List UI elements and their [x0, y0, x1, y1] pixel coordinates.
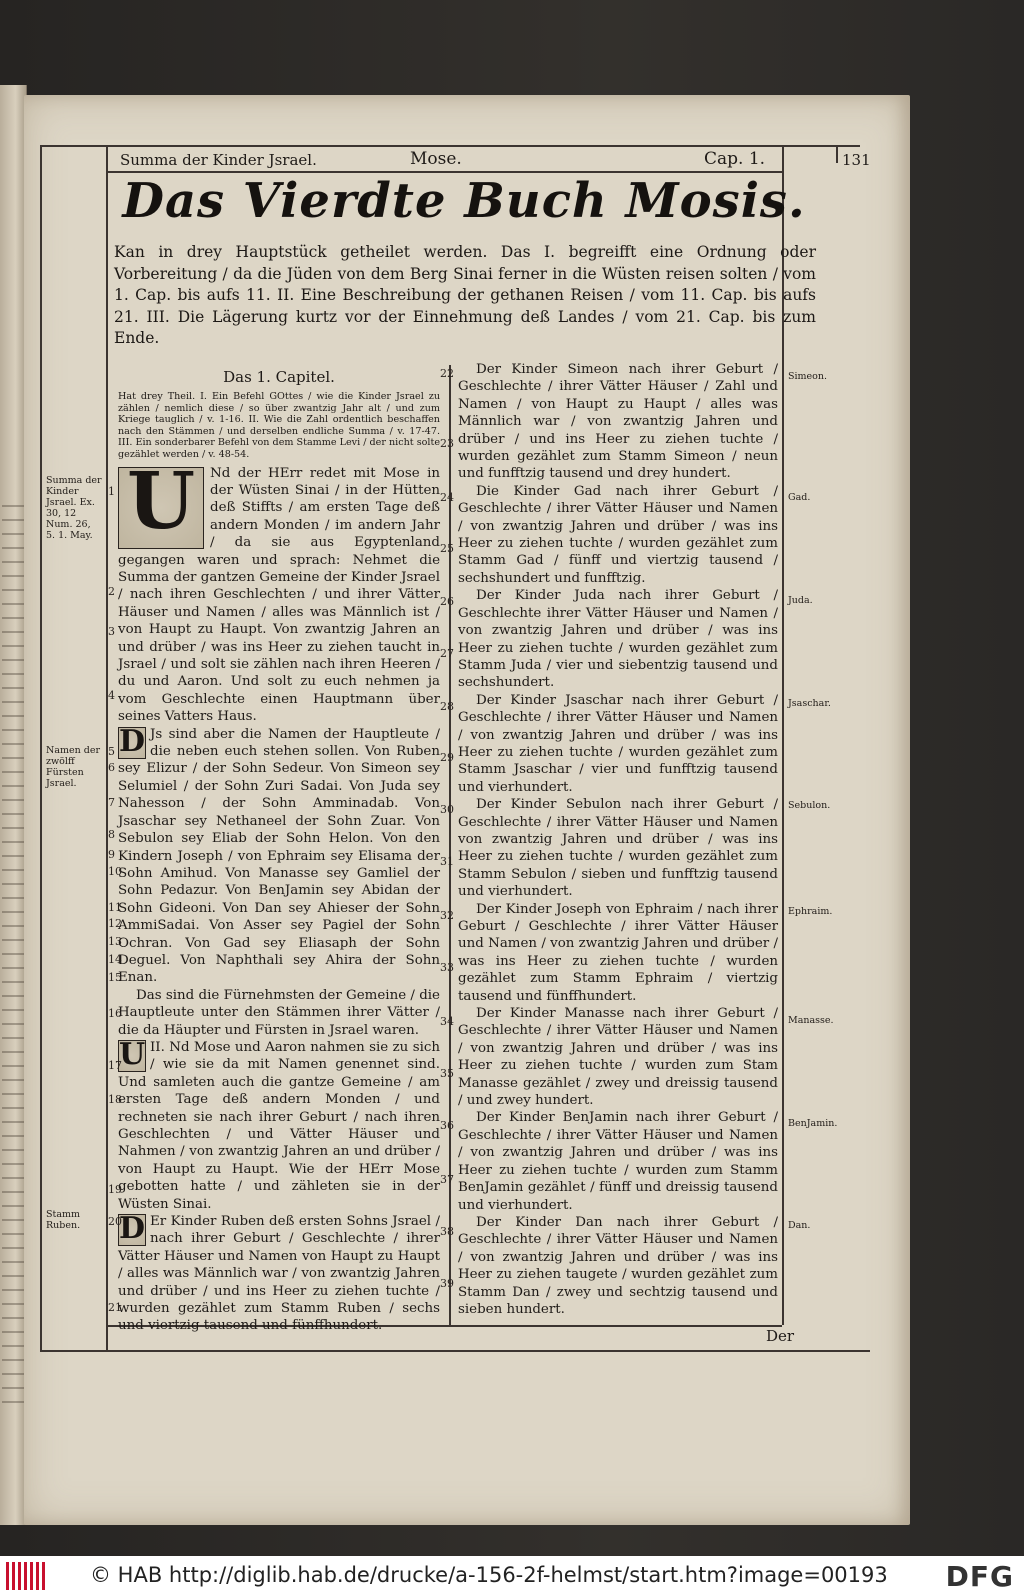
margin-note: Jsaschar.	[788, 698, 831, 709]
verse-number: 20	[108, 1215, 122, 1228]
verse-number: 24	[440, 491, 454, 504]
initial-letter: U	[119, 1036, 146, 1072]
dfg-logo: DFG	[945, 1560, 1014, 1593]
verse-number: 39	[440, 1277, 454, 1290]
verse-number: 21	[108, 1301, 122, 1314]
verse-paragraph: Der Kinder Dan nach ihrer Geburt / Geschlechte / ihrer Vätter Häuser und Namen / von zwantzig Jahren und drüber / was ins Heer zu ziehen taugete / wurden gezählet zum Stamm Dan / zwey und sechtzig tausend und sieben hundert.	[458, 1214, 778, 1317]
verse-number: 9	[108, 848, 115, 861]
verse-number: 26	[440, 595, 454, 608]
verse-paragraph: Der Kinder Juda nach ihrer Geburt / Geschlechte ihrer Vätter Häuser und Namen / von zwantzig Jahren und drüber / was ins Heer zu ziehen tuchte / wurden gezählet zum Stamm Juda / vier und siebentzig tausend und sechshundert.	[458, 588, 778, 691]
decorated-initial: U	[118, 467, 204, 549]
book-title: Das Vierdte Buch Mosis.	[122, 173, 806, 229]
margin-note: Gad.	[788, 492, 811, 503]
running-head-left: Summa der Kinder Jsrael.	[120, 151, 317, 169]
initial-letter: D	[119, 1211, 146, 1247]
book-page	[24, 95, 910, 1525]
margin-note: Simeon.	[788, 371, 828, 382]
verse-number: 28	[440, 700, 454, 713]
verse-paragraph: U Nd der HErr redet mit Mose in der Wüsten Sinai / in der Hütten deß Stiffts / am ersten Tage deß andern Monden / im andern Jahr / da sie aus Egyptenland gegangen waren und sprach: Nehmet die Summa der gantzen Gemeine der Kinder Jsrael / nach ihren Geschlechten / und ihrer Vätter Häuser und Namen / alles was Männlich ist / von Haupt zu Haupt. Von zwantzig Jahren an und drüber / was ins Heer zu ziehen taucht in Jsrael / und solt sie zählen nach ihren Heeren / du und Aaron. Und solt zu euch nehmen ja vom Geschlechte einen Hauptmann über seines Vatters Haus.	[118, 455, 440, 725]
verse-number: 37	[440, 1173, 454, 1186]
verse-number: 16	[108, 1007, 122, 1020]
verse-number: 38	[440, 1225, 454, 1238]
right-text-column	[458, 361, 778, 1318]
margin-note: Stamm Ruben.	[46, 1209, 81, 1231]
verse-number: 22	[440, 367, 454, 380]
verse-paragraph: Die Kinder Gad nach ihrer Geburt / Geschlechte / ihrer Vätter Häuser und Namen / von zwantzig Jahren und drüber / was ins Heer zu ziehen tuchte / wurden gezählet zum Stamm Gad / fünff und viertzig tausend / sechshundert und funfftzig.	[458, 483, 778, 586]
verse-number: 27	[440, 647, 454, 660]
running-head-center: Mose.	[410, 149, 462, 169]
verse-paragraph: Das sind die Fürnehmsten der Gemeine / die Hauptleute unter den Stämmen ihrer Vätter / die da Häupter und Fürsten in Jsrael waren.	[118, 987, 440, 1038]
chapter-heading: Das 1. Capitel.	[223, 368, 335, 386]
verse-paragraph: Der Kinder Joseph von Ephraim / nach ihrer Geburt / Geschlechte / ihrer Vätter Häuser und Namen / von zwantzig Jahren und drüber / was ins Heer zu ziehen tuchte / wurden gezählet zum Stamm Ephraim / viertzig tausend und fünffhundert.	[458, 901, 778, 1004]
initial-letter: D	[119, 723, 146, 759]
verse-number: 30	[440, 803, 454, 816]
margin-note: Juda.	[788, 595, 813, 606]
page-number-rule	[836, 145, 838, 163]
margin-note: Summa der Kinder Jsrael. Ex. 30, 12 Num. 26, 5. 1. May.	[46, 475, 102, 541]
verse-number: 12	[108, 917, 122, 930]
verse-number: 1	[108, 485, 115, 498]
verse-number: 10	[108, 865, 122, 878]
left-page-edge	[0, 85, 27, 1525]
verse-paragraph: U II. Nd Mose und Aaron nahmen sie zu sich / wie sie da mit Namen genennet sind. Und samleten auch die gantze Gemeine / am ersten Tage deß andern Monden / und rechneten sie nach ihrer Geburt / nach ihren Geschlechten / und Vätter Häuser und Nahmen / von zwantzig Jahren an und drüber / von Haupt zu Haupt. Wie der HErr Mose gebotten hatte / und zähleten sie in der Wüsten Sinai.	[118, 1036, 440, 1212]
verse-number: 36	[440, 1119, 454, 1132]
verse-number: 18	[108, 1093, 122, 1106]
verse-number: 17	[108, 1059, 122, 1072]
footer-url[interactable]: © HAB http://diglib.hab.de/drucke/a-156-2f-helmst/start.htm?image=00193	[90, 1563, 888, 1587]
verse-number: 14	[108, 953, 122, 966]
verse-number: 11	[108, 901, 122, 914]
verse-paragraph: D Js sind aber die Namen der Hauptleute / die neben euch stehen sollen. Von Ruben sey Elizur / der Sohn Sedeur. Von Simeon sey Selumiel / der Sohn Zuri Sadai. Von Juda sey Nahesson / der Sohn Amminadab. Von Jsaschar sey Nethaneel der Sohn Zuar. Von Sebulon sey Eliab der Sohn Helon. Von den Kindern Joseph / von Ephraim sey Elisama der Sohn Amihud. Von Manasse sey Gamliel der Sohn Pedazur. Von BenJamin sey Abidan der Sohn Gideoni. Von Dan sey Ahieser der Sohn AmmiSadai. Von Asser sey Pagiel der Sohn Ochran. Von Gad sey Eliasaph der Sohn Deguel. Von Naphthali sey Ahira der Sohn Enan.	[118, 723, 440, 986]
margin-note: Manasse.	[788, 1015, 834, 1026]
chapter-summary: Hat drey Theil. I. Ein Befehl GOttes / wie die Kinder Jsrael zu zählen / nemlich diese / so über zwantzig Jahr alt / und zum Kriege tauglich / v. 1-16. II. Wie die Zahl ordentlich beschaffen nach den Stämmen / und derselben endliche Summa / v. 17-47. III. Ein sonderbarer Befehl von dem Stamme Levi / der nicht solte gezählet werden / v. 48-54.	[118, 391, 440, 460]
verse-number: 34	[440, 1015, 454, 1028]
verse-number: 3	[108, 625, 115, 638]
verse-number: 6	[108, 761, 115, 774]
verse-paragraph: Der Kinder Sebulon nach ihrer Geburt / Geschlechte / ihrer Vätter Häuser und Namen von zwantzig Jahren und drüber / was ins Heer zu ziehen tuchte / wurden gezählet zum Stamm Sebulon / sieben und funfftzig tausend und vierhundert.	[458, 797, 778, 900]
margin-note: Dan.	[788, 1220, 811, 1231]
margin-note: Sebulon.	[788, 800, 831, 811]
verse-paragraph: Der Kinder Jsaschar nach ihrer Geburt / Geschlechte / ihrer Vätter Häuser und Namen / von zwantzig Jahren und drüber / was ins Heer zu ziehen tuchte / wurden gezählet zum Stamm Jsaschar / vier und funfftzig tausend und vierhundert.	[458, 692, 778, 795]
verse-number: 31	[440, 855, 454, 868]
verse-number: 15	[108, 971, 122, 984]
header-rule-top	[40, 145, 860, 147]
margin-note: Namen der zwölff Fürsten Jsrael.	[46, 745, 100, 789]
verse-number: 4	[108, 689, 115, 702]
margin-note: BenJamin.	[788, 1118, 838, 1129]
verse-paragraph: D Er Kinder Ruben deß ersten Sohns Jsrael / nach ihrer Geburt / Geschlechte / ihrer Vätter Häuser und Namen von Haupt zu Haupt / alles was Männlich war / von zwantzig Jahren und drüber / und ins Heer zu ziehen tuchte / wurden gezählet zum Stamm Ruben / sechs und viertzig tausend und fünffhundert.	[118, 1211, 440, 1334]
verse-number: 33	[440, 961, 454, 974]
verse-number: 25	[440, 542, 454, 555]
verse-number: 35	[440, 1067, 454, 1080]
verse-number: 7	[108, 796, 115, 809]
verse-number: 23	[440, 437, 454, 450]
catchword: Der	[766, 1327, 795, 1345]
left-text-column	[118, 367, 440, 1335]
book-introduction: Kan in drey Hauptstück getheilet werden. Das I. begreifft eine Ordnung oder Vorbereitung / da die Jüden von dem Berg Sinai ferner in die Wüsten reisen solten / vom 1. Cap. bis aufs 11. II. Eine Beschreibung der gethanen Reisen / vom 11. Cap. bis aufs 21. III. Die Lägerung kurtz vor der Einnehmung deß Landes / vom 21. Cap. bis zum Ende.	[114, 243, 816, 347]
footer-bar	[0, 1556, 1024, 1596]
running-head-right: Cap. 1.	[704, 149, 766, 169]
verse-number: 8	[108, 828, 115, 841]
verse-number: 2	[108, 585, 115, 598]
verse-paragraph: Der Kinder Manasse nach ihrer Geburt / Geschlechte / ihrer Vätter Häuser und Namen / von zwantzig Jahren und drüber / was ins Heer zu ziehen tuchte / wurden zum Stam Manasse gezählet / zwey und dreissig tausend / und zwey hundert.	[458, 1006, 778, 1109]
verse-number: 13	[108, 935, 122, 948]
verse-number: 32	[440, 909, 454, 922]
page-number: 131	[842, 151, 871, 169]
verse-number: 19	[108, 1183, 122, 1196]
verse-paragraph: Der Kinder Simeon nach ihrer Geburt / Geschlechte / ihrer Vätter Häuser / Zahl und Namen / von Haupt zu Haupt / alles was Männlich war / von zwantzig Jahren und drüber / und ins Heer zu ziehen tuchte / wurden gezählet zum Stamm Simeon / neun und funfftzig tausend und drey hundert.	[458, 362, 778, 482]
hab-logo-icon	[6, 1562, 46, 1590]
margin-note: Ephraim.	[788, 906, 833, 917]
verse-number: 5	[108, 745, 115, 758]
verse-paragraph: Der Kinder BenJamin nach ihrer Geburt / Geschlechte / ihrer Vätter Häuser und Namen / von zwantzig Jahren und drüber / was ins Heer zu ziehen tuchte / wurden zum Stamm BenJamin gezählet / fünff und dreissig tausend und vierhundert.	[458, 1110, 778, 1213]
verse-number: 29	[440, 751, 454, 764]
